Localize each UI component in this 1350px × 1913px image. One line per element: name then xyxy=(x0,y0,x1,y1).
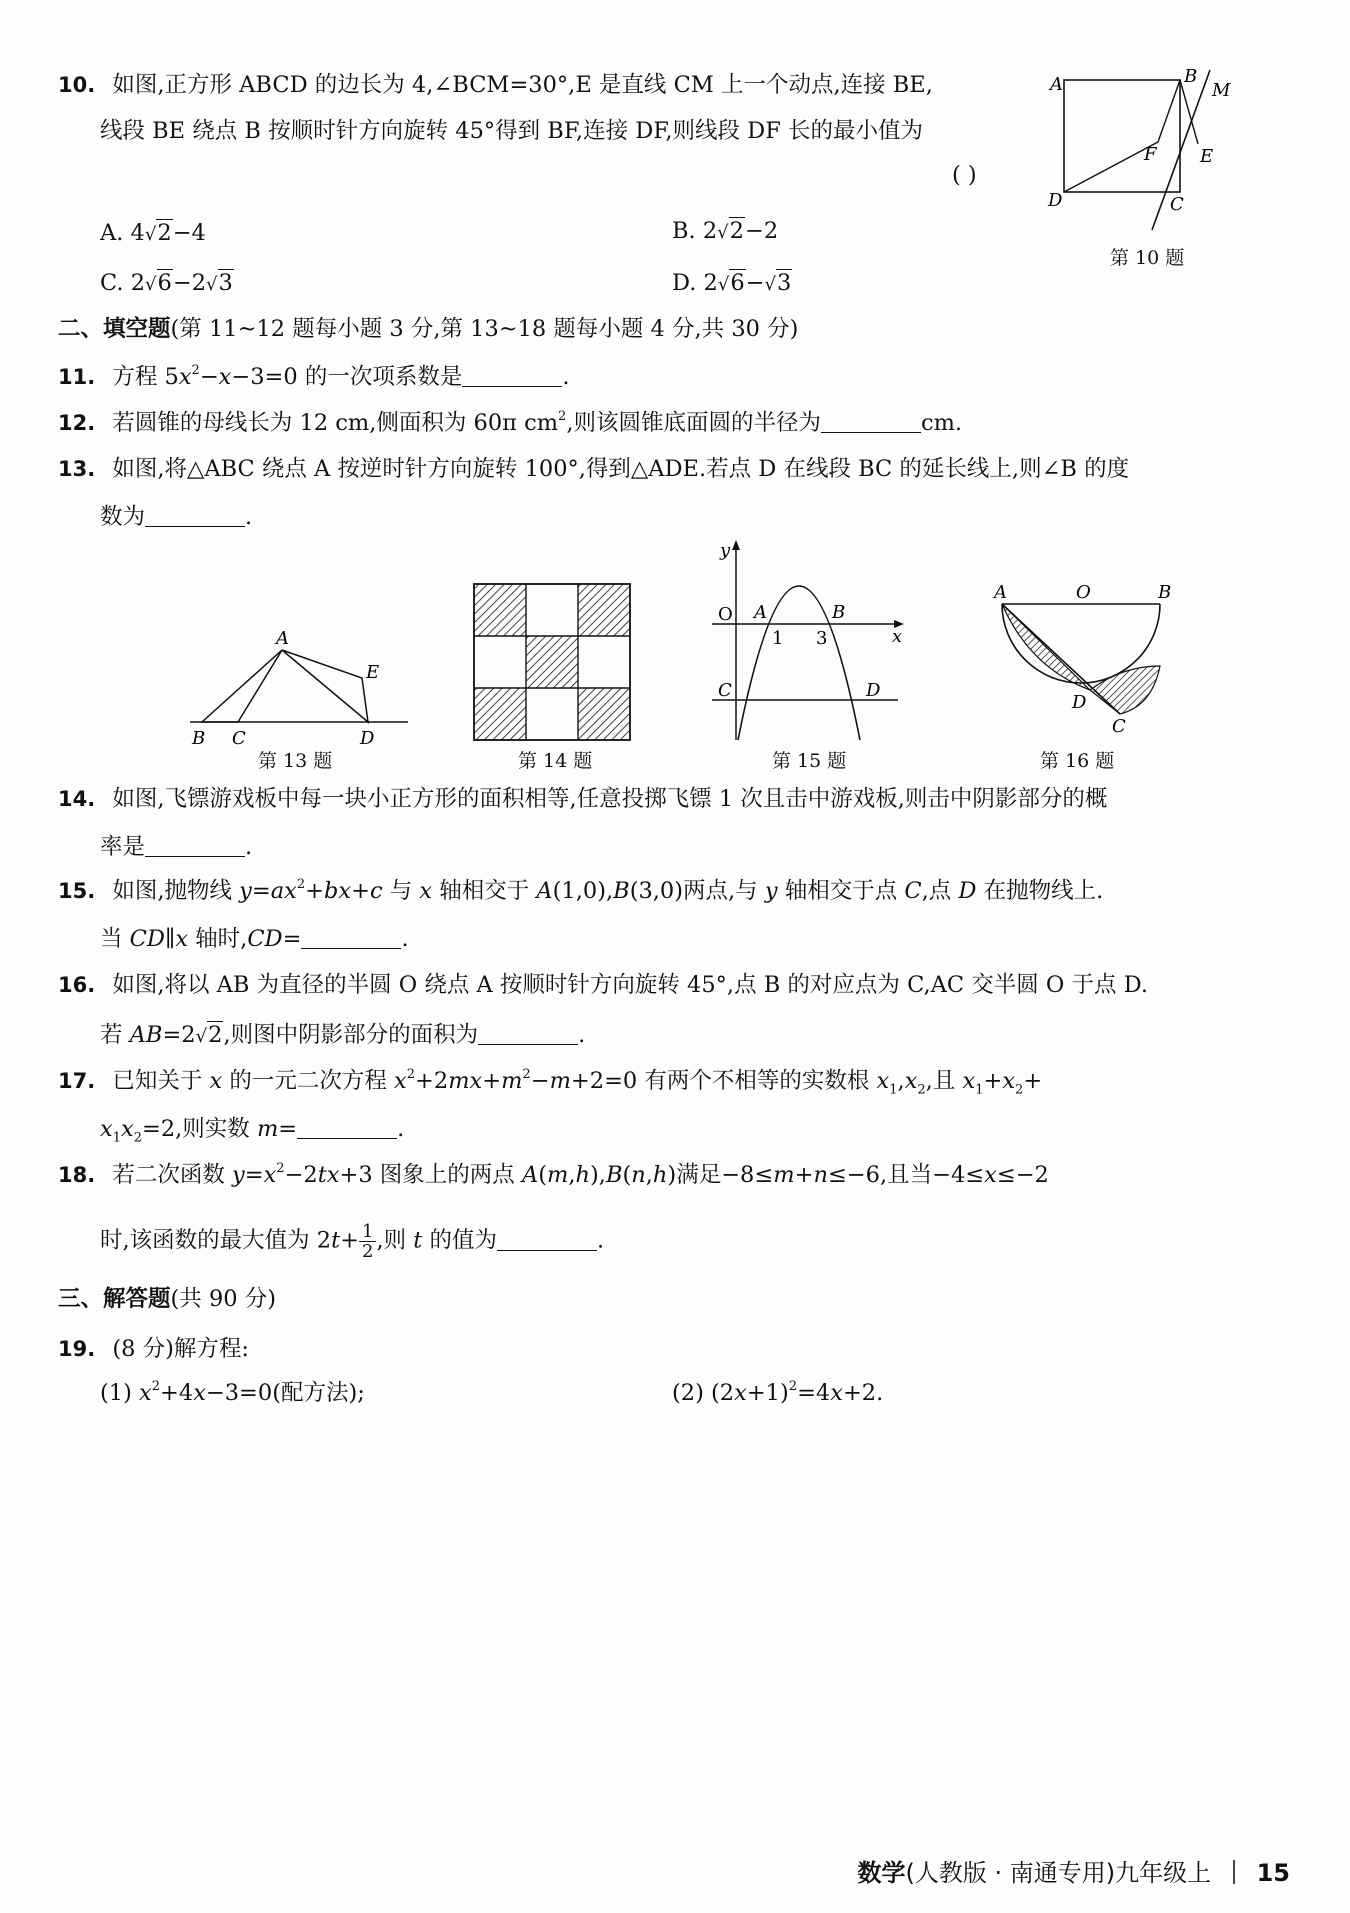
q11-line: 11. 方程 $5x^2-x-3=0$ 的一次项系数是 . xyxy=(58,363,570,390)
figure-16 xyxy=(972,580,1172,750)
svg-text:D: D xyxy=(1048,190,1063,211)
svg-text:D: D xyxy=(1072,692,1087,713)
svg-text:C: C xyxy=(232,728,246,749)
svg-text:B: B xyxy=(192,728,206,749)
svg-text:D: D xyxy=(360,728,375,749)
svg-text:B: B xyxy=(1184,66,1198,87)
footer-edition: (人教版 · 南通专用)九年级上 xyxy=(905,1859,1212,1887)
svg-text:E: E xyxy=(366,662,380,683)
svg-text:E: E xyxy=(1200,146,1214,167)
q12-blank xyxy=(821,410,921,433)
svg-text:O: O xyxy=(718,604,733,625)
footer-subject: 数学 xyxy=(857,1859,906,1887)
q18-line1: 18. 若二次函数 $y=x^2-2tx+3$ 图象上的两点 A(m,h),B(n,h)满足−8≤m+n≤−6,且当−4≤x≤−2 xyxy=(58,1161,1049,1188)
svg-text:B: B xyxy=(1158,582,1172,603)
footer-separator xyxy=(1233,1860,1235,1884)
svg-text:A: A xyxy=(276,628,289,649)
figure-15-caption: 第 15 题 xyxy=(772,750,847,772)
figure-10-caption: 第 10 题 xyxy=(1110,247,1185,269)
q19-line1: 19. (8 分)解方程: xyxy=(58,1336,249,1362)
svg-text:M: M xyxy=(1212,80,1231,101)
q13-line2: 数为 . xyxy=(100,504,253,530)
q15-blank xyxy=(301,926,401,949)
q17-line2: $x_1x_2=2$,则实数 m= . xyxy=(100,1116,405,1146)
figure-16-caption: 第 16 题 xyxy=(1040,750,1115,772)
q10-text-1: 如图,正方形 ABCD 的边长为 4,∠BCM=30°,E 是直线 CM 上一个动点,连接 BE, xyxy=(112,72,933,98)
q11-blank xyxy=(462,364,562,387)
section-3-note: (共 90 分) xyxy=(170,1286,277,1312)
svg-text:A: A xyxy=(1050,74,1063,95)
svg-text:A: A xyxy=(994,582,1007,603)
q16-line2: 若 AB=2√2,则图中阴影部分的面积为 . xyxy=(100,1022,586,1048)
svg-text:C: C xyxy=(1170,194,1184,215)
q13-blank xyxy=(145,504,245,527)
section-2-note: (第 11~12 题每小题 3 分,第 13~18 题每小题 4 分,共 30 分) xyxy=(170,316,799,342)
q14-line2: 率是 . xyxy=(100,834,253,860)
q14-blank xyxy=(145,834,245,857)
q14-line1: 14. 如图,飞镖游戏板中每一块小正方形的面积相等,任意投掷飞镖 1 次且击中游戏板,则击中阴影部分的概 xyxy=(58,786,1108,812)
q10-option-c: C. 2√6−2√3 xyxy=(100,270,233,296)
svg-text:D: D xyxy=(866,680,881,701)
svg-text:A: A xyxy=(754,602,767,623)
svg-text:C: C xyxy=(1112,716,1126,737)
svg-text:3: 3 xyxy=(816,628,828,649)
q10-option-d: D. 2√6−√3 xyxy=(672,270,792,296)
q16-line1: 16. 如图,将以 AB 为直径的半圆 O 绕点 A 按顺时针方向旋转 45°,点 B 的对应点为 C,AC 交半圆 O 于点 D. xyxy=(58,972,1149,998)
figure-14-caption: 第 14 题 xyxy=(518,750,593,772)
page-number: 15 xyxy=(1256,1859,1290,1887)
svg-text:F: F xyxy=(1144,144,1157,165)
q16-blank xyxy=(478,1022,578,1045)
q10-line1 xyxy=(58,70,933,100)
q17-line1: 17. 已知关于 x 的一元二次方程 $x^2+2mx+m^2-m+2=0$ 有两个不相等的实数根 $x_1,x_2$,且 $x_1+x_2+$ xyxy=(58,1067,1043,1098)
figure-14 xyxy=(472,582,636,746)
figure-15 xyxy=(702,540,912,745)
page-footer xyxy=(857,1853,1290,1888)
q10-option-b: B. 2√2−2 xyxy=(672,218,779,244)
q10-number: 10. xyxy=(58,73,96,97)
q18-blank xyxy=(497,1228,597,1251)
section-2-heading xyxy=(58,314,798,344)
q10-answer-paren: ( ) xyxy=(952,162,977,188)
section-3-title: 三、解答题 xyxy=(58,1286,171,1312)
figure-10 xyxy=(1040,62,1280,242)
section-3-heading xyxy=(58,1284,276,1314)
figure-13 xyxy=(188,622,418,752)
q19-part2: (2) $(2x+1)^2=4x+2$. xyxy=(672,1379,884,1406)
section-2-title: 二、填空题 xyxy=(58,316,171,342)
q18-line2: 时,该函数的最大值为 2t+ $\frac{1}{2}$ ,则 t 的值为 . xyxy=(100,1221,605,1262)
q17-blank xyxy=(297,1116,397,1139)
figure-13-caption: 第 13 题 xyxy=(258,750,333,772)
q10-option-a: A. 4√2−4 xyxy=(100,220,206,246)
svg-text:1: 1 xyxy=(772,628,784,649)
q15-line2: 当 CD∥x 轴时,CD= . xyxy=(100,926,409,952)
q13-line1: 13. 如图,将△ABC 绕点 A 按逆时针方向旋转 100°,得到△ADE.若点 D 在线段 BC 的延长线上,则∠B 的度 xyxy=(58,456,1130,482)
q10-line2: 线段 BE 绕点 B 按顺时针方向旋转 45°得到 BF,连接 DF,则线段 DF 长的最小值为 xyxy=(100,118,923,144)
q15-line1: 15. 如图,抛物线 $y=ax^2+bx+c$ 与 x 轴相交于 A(1,0),B(3,0)两点,与 y 轴相交于点 C,点 D 在抛物线上. xyxy=(58,877,1104,904)
svg-text:O: O xyxy=(1076,582,1091,603)
svg-text:C: C xyxy=(718,680,732,701)
svg-text:x: x xyxy=(892,626,903,647)
svg-text:y: y xyxy=(720,540,731,561)
q19-part1: (1) $x^2+4x-3=0$(配方法); xyxy=(100,1379,365,1406)
svg-text:B: B xyxy=(832,602,846,623)
q12-line: 12. 若圆锥的母线长为 12 cm,侧面积为 60π $cm^2$,则该圆锥底面圆的半径为 cm. xyxy=(58,409,963,436)
